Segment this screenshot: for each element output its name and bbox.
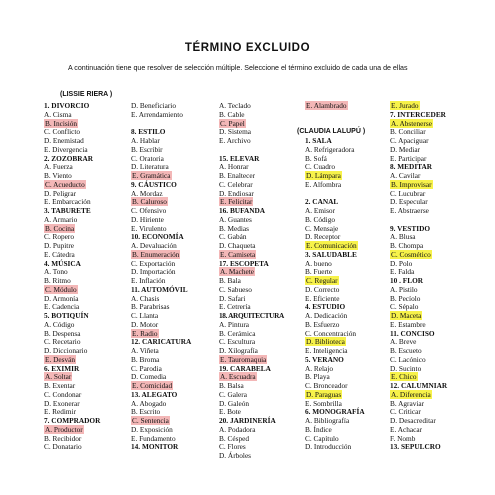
line-text: C. Llanta xyxy=(131,311,159,320)
line-text: D. Safari xyxy=(219,293,246,303)
line-text: B. Despensa xyxy=(44,328,81,338)
line-text: E. Sombrilla xyxy=(305,398,342,408)
line-text: 14. MONITOR xyxy=(131,442,179,452)
line-text: 5. BOTIQUÍN xyxy=(44,311,89,320)
line-text: 12. CARICATURA xyxy=(131,337,192,347)
line-text: D. Endiosar xyxy=(219,188,254,198)
line-text: C. Sabueso xyxy=(219,284,252,294)
line-text: D. Chaqueta xyxy=(219,241,256,250)
line-text: 9. CÁUSTICO xyxy=(131,179,177,189)
line-text: B. Chompa xyxy=(390,241,424,250)
line-text: A. Viñeta xyxy=(131,346,159,355)
line-text: E. Inflación xyxy=(131,276,166,285)
line-text: 11. CONCISO xyxy=(390,328,435,338)
answer-option xyxy=(390,207,476,216)
line-text: D. Sucinto xyxy=(390,363,422,373)
answer-option xyxy=(305,181,391,190)
line-text: B. Bala xyxy=(219,276,241,285)
line-text: E. Eficiente xyxy=(305,293,340,303)
answer-option xyxy=(219,137,305,146)
line-text: A. Pistilo xyxy=(390,284,418,294)
line-text: 4. ESTUDIO xyxy=(305,302,346,312)
highlighted-answer: C. Módulo xyxy=(45,284,77,294)
spacer xyxy=(305,120,391,129)
instructions-text: A continuación tiene que resolver de selección múltiple. Seleccione el término excluido de cada una de ellas xyxy=(68,64,408,72)
line-text: 6. MONOGRAFÍA xyxy=(305,407,365,417)
author-tag-lissie: (LISSIE RIERA ) xyxy=(60,91,113,98)
line-text: D. Exonerar xyxy=(44,398,80,408)
line-text: D. Receptor xyxy=(305,232,341,242)
line-text: D. Xilografía xyxy=(219,346,258,355)
line-text: A. Bibliografía xyxy=(305,416,350,425)
highlighted-answer: C. Sentencia xyxy=(132,416,169,425)
highlighted-answer: D. Paraguas xyxy=(306,389,342,399)
highlighted-answer: A. Abstenerse xyxy=(391,118,432,128)
line-text: 13. ALEGATO xyxy=(131,389,178,399)
line-text: C. Criticar xyxy=(390,407,421,417)
line-text: A. Tono xyxy=(44,267,68,277)
line-text: A. Honrar xyxy=(219,162,249,172)
line-text: A. Guantes xyxy=(219,214,252,224)
line-text: A. Cisma xyxy=(44,109,72,119)
line-text: D. Desacreditar xyxy=(390,416,436,425)
line-text: C. Sépalo xyxy=(390,302,419,312)
highlighted-answer: E. Jurado xyxy=(391,101,419,110)
line-text: D. Motor xyxy=(131,319,159,329)
line-text: C. Conflicto xyxy=(44,127,81,137)
line-text: E. Archivo xyxy=(219,136,251,145)
line-text: D. Exposición xyxy=(131,424,173,434)
line-text: 16. BUFANDA xyxy=(219,206,266,215)
highlighted-answer: D. Maceta xyxy=(391,311,422,320)
line-text: C. Flores xyxy=(219,442,246,452)
highlighted-answer: E. Tauromaquia xyxy=(220,354,267,364)
highlighted-answer: C. Acueducto xyxy=(45,179,85,189)
line-text: D. Hiriente xyxy=(131,214,164,224)
line-text: A. Relajo xyxy=(305,363,333,373)
line-text: C. Gabán xyxy=(219,232,247,242)
highlighted-answer: B. Cocina xyxy=(45,223,75,233)
line-text: E. Inteligencia xyxy=(305,346,348,355)
highlighted-answer: E. Chico xyxy=(391,372,417,382)
highlighted-answer: A. Machete xyxy=(220,267,255,277)
line-text: E. Participar xyxy=(390,153,427,163)
line-text: E. Cadencia xyxy=(44,302,80,312)
answer-option xyxy=(305,443,391,452)
answer-option xyxy=(131,111,217,120)
line-text: B. Playa xyxy=(305,372,330,382)
highlighted-answer: C. Papel xyxy=(220,118,245,128)
line-text: E. Abstraerse xyxy=(390,206,429,215)
highlighted-answer: D. Biblioteca xyxy=(306,337,345,347)
line-text: C. Ofensivo xyxy=(131,206,167,215)
line-text: B. Exentar xyxy=(44,381,76,390)
line-text: 6. EXIMIR xyxy=(44,363,80,373)
line-text: 5. VERANO xyxy=(305,354,344,364)
line-text: A. Abogado xyxy=(131,398,167,408)
highlighted-answer: E. Desván xyxy=(45,354,75,364)
line-text: C. Lucubrar xyxy=(390,188,426,198)
question-heading xyxy=(390,443,476,452)
line-text: 8. MEDITAR xyxy=(390,162,433,172)
line-text: A. Refrigeradora xyxy=(305,144,355,154)
line-text: E. Virulento xyxy=(131,223,167,233)
line-text: D. Beneficiario xyxy=(131,101,176,110)
line-text: 3. SALUDABLE xyxy=(305,249,357,259)
highlighted-answer: E. Gramática xyxy=(132,171,171,180)
line-text: C. Lacónico xyxy=(390,354,426,364)
line-text: C. Galera xyxy=(219,389,247,399)
line-text: C. Oratoria xyxy=(131,153,164,163)
line-text: C. Donatario xyxy=(44,442,82,452)
line-text: A. Blusa xyxy=(390,232,416,242)
line-text: 9. VESTIDO xyxy=(390,223,431,233)
line-text: E. Redimir xyxy=(44,407,77,417)
line-text: B. Broma xyxy=(131,354,160,364)
line-text: C. Condonar xyxy=(44,389,82,399)
line-text: D. Importación xyxy=(131,267,176,277)
line-text: B. Escribir xyxy=(131,144,163,154)
line-text: B. Medias xyxy=(219,223,249,233)
line-text: 3. TABURETE xyxy=(44,206,91,215)
highlighted-answer: C. Regular xyxy=(306,276,338,285)
highlighted-answer: A. Escuadra xyxy=(220,372,256,382)
highlighted-answer: B. Enumeración xyxy=(132,249,180,259)
line-text: 10. ECONOMÍA xyxy=(131,232,184,242)
highlighted-answer: E. Comicidad xyxy=(132,381,173,390)
line-text: 13. SEPULCRO xyxy=(390,442,441,452)
line-text: 2. ZOZOBRAR xyxy=(44,153,94,163)
line-text: 18. ARQUITECTURA xyxy=(219,311,284,320)
line-text: B. Esfuerzo xyxy=(305,319,340,329)
line-text: B. Cable xyxy=(219,109,245,119)
line-text: D. Literatura xyxy=(131,162,169,172)
line-text: C. Recetario xyxy=(44,337,81,347)
line-text: C. Mensaje xyxy=(305,223,339,233)
line-text: 10 . FLOR xyxy=(390,276,424,285)
line-text: D. Correcto xyxy=(305,284,340,294)
line-text: D. Armonía xyxy=(44,293,79,303)
highlighted-answer: E. Camiseta xyxy=(220,249,256,259)
line-text: D. Peligrar xyxy=(44,188,77,198)
highlighted-answer: E. Radio xyxy=(132,328,158,338)
line-text: B. Cerámica xyxy=(219,328,256,338)
line-text: B. Viento xyxy=(44,171,72,180)
line-text: C. Escultura xyxy=(219,337,256,347)
line-text: B. Pecíolo xyxy=(390,293,421,303)
line-text: B. Escrito xyxy=(131,407,161,417)
line-text: B. Agraviar xyxy=(390,398,425,408)
line-text: D. Galeón xyxy=(219,398,249,408)
line-text: A. Pintura xyxy=(219,319,249,329)
line-text: B. Balsa xyxy=(219,381,244,390)
line-text: B. Parabrisas xyxy=(131,302,170,312)
highlighted-answer: A. Productor xyxy=(45,424,83,434)
line-text: B. Escueto xyxy=(390,346,422,355)
line-text: E. Divergencia xyxy=(44,144,88,154)
line-text: A. Hablar xyxy=(131,136,160,145)
line-text: A. Chasis xyxy=(131,293,160,303)
line-text: A. Devaluación xyxy=(131,241,177,250)
line-text: B. Fuerte xyxy=(305,267,333,277)
line-text: A. Teclado xyxy=(219,101,251,110)
line-text: A. Mordaz xyxy=(131,188,163,198)
line-text: B. Enaltecer xyxy=(219,171,256,180)
highlighted-answer: A. Soltar xyxy=(45,372,72,382)
line-text: D. Mediar xyxy=(390,144,420,154)
line-text: E. Embarcación xyxy=(44,197,91,207)
highlighted-answer: E. Comunicación xyxy=(306,241,357,250)
question-column xyxy=(390,102,476,452)
highlighted-answer: A. Diferencia xyxy=(391,389,431,399)
line-text: B. Código xyxy=(305,214,336,224)
line-text: B. Índice xyxy=(305,424,332,434)
line-text: A. Armario xyxy=(44,214,78,224)
question-column xyxy=(44,102,130,452)
line-text: D. Enemistad xyxy=(44,136,84,145)
line-text: 1. SALA xyxy=(305,136,332,145)
line-text: D. Introducción xyxy=(305,442,352,452)
line-text: E. Cetrería xyxy=(219,302,251,312)
line-text: E. Falda xyxy=(390,267,415,277)
highlighted-answer: B. Caluroso xyxy=(132,197,167,207)
line-text: 12. CALUMNIAR xyxy=(390,381,448,390)
answer-option xyxy=(44,443,130,452)
line-text: B. Césped xyxy=(219,433,249,443)
line-text: E. Cátedra xyxy=(44,249,75,259)
line-text: A. Cavilar xyxy=(390,171,421,180)
highlighted-answer: B. Incisión xyxy=(45,118,78,128)
line-text: A. Podadora xyxy=(219,424,256,434)
question-column xyxy=(305,102,391,452)
question-heading xyxy=(131,443,217,452)
line-text: C. Exportación xyxy=(131,258,176,268)
line-text: E. Arrendamiento xyxy=(131,109,183,119)
line-text: D. Especular xyxy=(390,197,428,207)
line-text: 15. ELEVAR xyxy=(219,153,260,163)
answer-option xyxy=(305,102,391,111)
line-text: 19. CARABELA xyxy=(219,363,271,373)
line-text: F. Nomb xyxy=(390,433,416,443)
line-text: C. Apaciguar xyxy=(390,136,429,145)
line-text: D. Polo xyxy=(390,258,413,268)
line-text: B. Conciliar xyxy=(390,127,426,137)
line-text: C. Bronceador xyxy=(305,381,348,390)
line-text: C. Celebrar xyxy=(219,179,253,189)
line-text: B. Ritmo xyxy=(44,276,71,285)
line-text: B. Sofá xyxy=(305,153,327,163)
line-text: B. Recibidor xyxy=(44,433,82,443)
highlighted-answer: E. Alambrado xyxy=(306,101,347,110)
line-text: A. Breve xyxy=(390,337,417,347)
highlighted-answer: D. Lámpara xyxy=(306,171,341,180)
line-text: E. Fundamento xyxy=(131,433,176,443)
line-text: E. Alfombra xyxy=(305,179,342,189)
line-text: C. Parodia xyxy=(131,363,162,373)
line-text: D. Árboles xyxy=(219,451,252,460)
line-text: A. Emisor xyxy=(305,206,335,215)
line-text: 7. COMPRADOR xyxy=(44,416,101,425)
line-text: C. Concentración xyxy=(305,328,357,338)
line-text: A. Dedicación xyxy=(305,311,348,320)
highlighted-answer: B. Improvisar xyxy=(391,179,432,189)
line-text: C. Cuadro xyxy=(305,162,335,172)
highlighted-answer: E. Felicitar xyxy=(220,197,253,207)
spacer xyxy=(305,111,391,120)
line-text: 7. INTERCEDER xyxy=(390,109,446,119)
line-text: E. Achacar xyxy=(390,424,423,434)
line-text: 17. ESCOPETA xyxy=(219,258,269,268)
line-text: 11. AUTOMÓVIL xyxy=(131,284,188,294)
line-text: 2. CANAL xyxy=(305,197,339,207)
question-column xyxy=(219,102,305,461)
line-text: 1. DIVORCIO xyxy=(44,101,90,110)
line-text: C. Ropero xyxy=(44,232,74,242)
line-text: E. Bote xyxy=(219,407,241,417)
line-text: D. Diccionario xyxy=(44,346,88,355)
question-column xyxy=(131,102,217,452)
line-text: D. Pupitre xyxy=(44,241,74,250)
line-text: C. Capítulo xyxy=(305,433,339,443)
author-tag-claudia: (CLAUDIA LALUPÚ ) xyxy=(297,128,366,135)
line-text: A. Fuerza xyxy=(44,162,73,172)
line-text: 20. JARDINERÍA xyxy=(219,416,276,425)
line-text: 4. MÚSICA xyxy=(44,258,81,268)
line-text: A. Código xyxy=(44,319,75,329)
line-text: D. Sistema xyxy=(219,127,252,137)
page-title: TÉRMINO EXCLUIDO xyxy=(184,42,311,54)
line-text: E. Estambre xyxy=(390,319,426,329)
line-text: A. bueno xyxy=(305,258,332,268)
highlighted-answer: C. Cosmético xyxy=(391,249,431,259)
line-text: D. Comedia xyxy=(131,372,167,382)
line-text: 8. ESTILO xyxy=(131,127,166,137)
answer-option xyxy=(219,452,305,461)
